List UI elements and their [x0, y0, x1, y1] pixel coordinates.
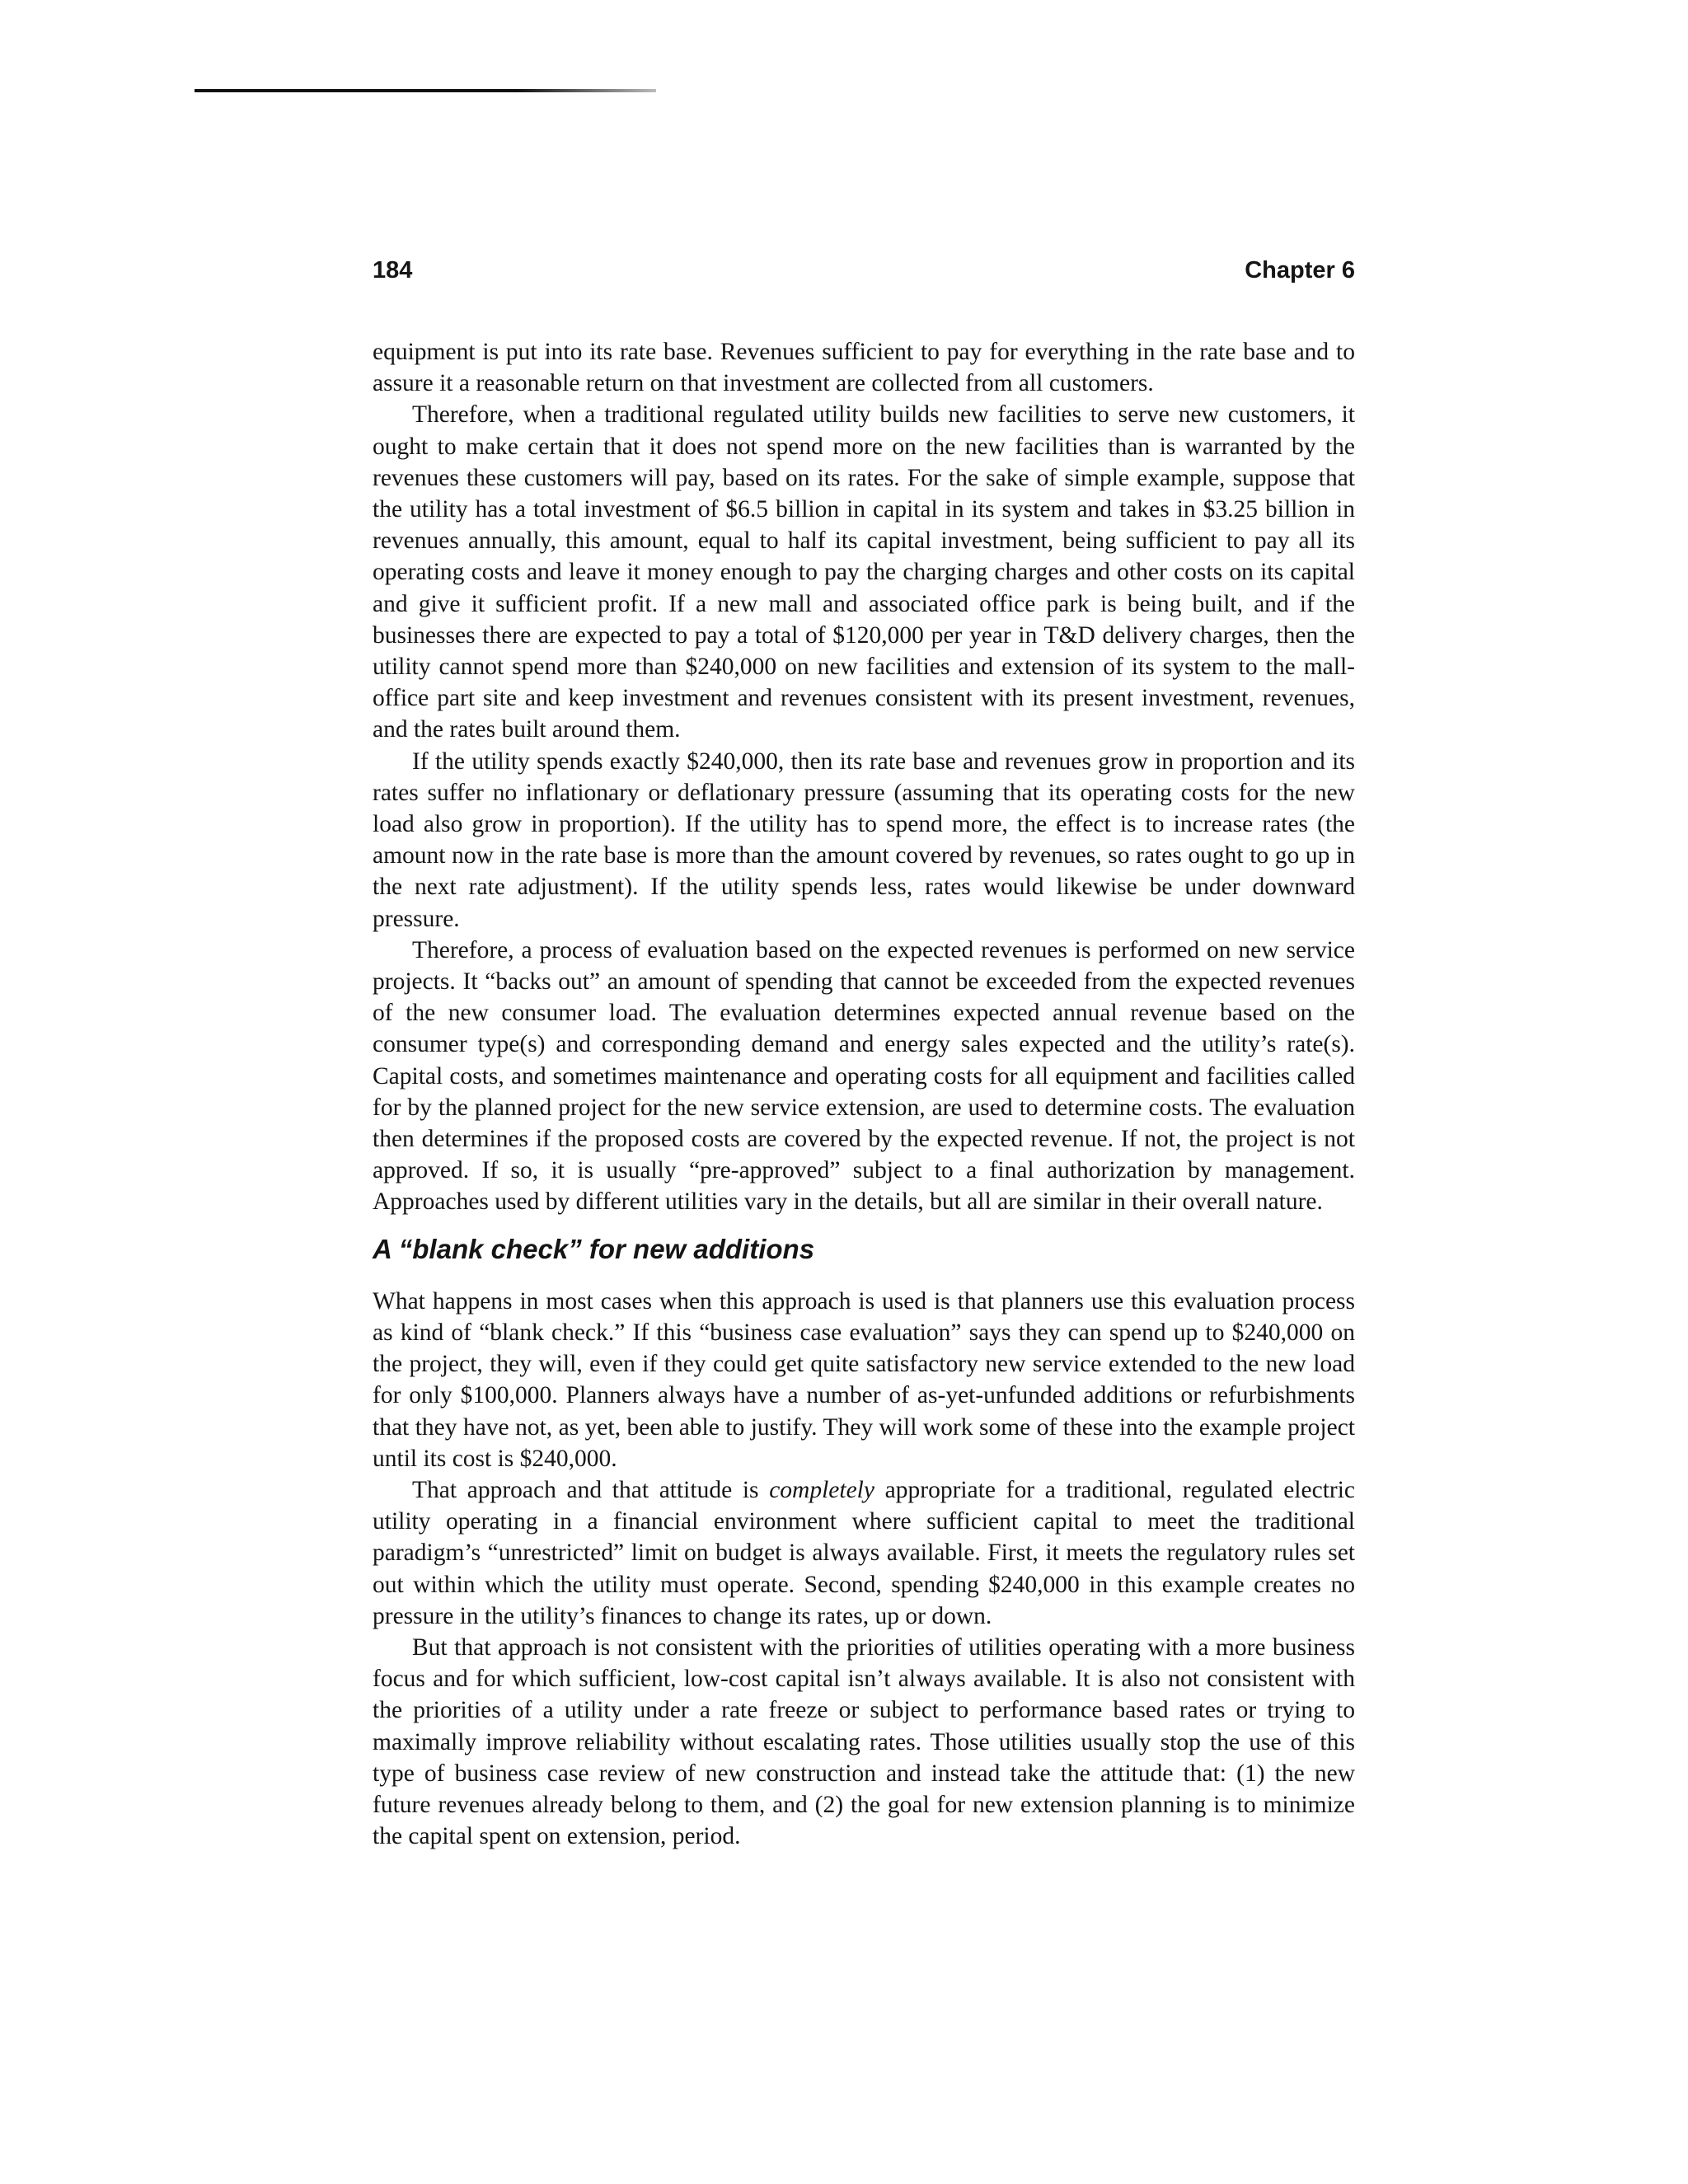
- paragraph-evaluation-process: Therefore, a process of evaluation based on the expected revenues is performed on new service projects. It “backs out” an amount of spending that cannot be exceeded from the expected revenues of the new consumer load. The evaluation determines expected annual revenue based on the consumer type(s) and corresponding demand and energy sales expected and the utility’s rate(s). Capital costs, and sometimes maintenance and operating costs for all equipment and facilities called for by the planned project for the new service extension, are used to determine costs. The evaluation then determines if the proposed costs are covered by the expected revenue. If not, the project is not approved. If so, it is usually “pre-approved” subject to a final authorization by management. Approaches used by different utilities vary in the details, but all are similar in their overall nature.: [373, 936, 1355, 1216]
- paragraph-text-before: That approach and that attitude is: [412, 1476, 770, 1503]
- running-head: [373, 257, 1355, 290]
- chapter-label: Chapter 6: [1245, 257, 1355, 284]
- page-number: 184: [373, 257, 413, 284]
- paragraph-blank-check: What happens in most cases when this approach is used is that planners use this evaluation process as kind of “blank check.” If this “business case evaluation” says they can spend up to $240,000 on the project, they will, even if they could get quite satisfactory new service extended to the new load for only $100,000. Planners always have a number of as-yet-unfunded additions or refurbishments that they have not, as yet, been able to justify. They will work some of these into the example project until its cost is $240,000.: [373, 1287, 1355, 1472]
- paragraph-rate-example: Therefore, when a traditional regulated utility builds new facilities to serve new customers, it ought to make certain that it does not spend more on the new facilities than is warranted by the revenues these customers will pay, based on its rates. For the sake of simple example, suppose that the utility has a total investment of $6.5 billion in capital in its system and takes in $3.25 billion in revenues annually, this amount, equal to half its capital investment, being sufficient to pay all its operating costs and leave it money enough to pay the charging charges and other costs on its capital and give it sufficient profit. If a new mall and associated office park is being built, and if the businesses there are expected to pay a total of $120,000 per year in T&D delivery charges, then the utility cannot spend more than $240,000 on new facilities and extension of its system to the mall-office part site and keep investment and revenues consistent with its present investment, revenues, and the rates built around them.: [373, 401, 1355, 743]
- body-text: [373, 336, 1355, 1852]
- paragraph-continuation: equipment is put into its rate base. Revenues sufficient to pay for everything in the rate base and to assure it a reasonable return on that investment are collected from all customers.: [373, 339, 1355, 397]
- emphasis-text: completely: [769, 1476, 874, 1503]
- paragraph-business-focus: But that approach is not consistent with the priorities of utilities operating with a more business focus and for which sufficient, low-cost capital isn’t always available. It is also not consistent with the priorities of a utility under a rate freeze or subject to performance based rates or trying to maximally improve reliability without escalating rates. Those utilities usually stop the use of this type of business case review of new construction and instead take the attitude that: (1) the new future revenues already belong to them, and (2) the goal for new extension planning is to minimize the capital spent on extension, period.: [373, 1633, 1355, 1850]
- paragraph-spending-effect: If the utility spends exactly $240,000, then its rate base and revenues grow in proportion and its rates suffer no inflationary or deflationary pressure (assuming that its operating costs for the new load also grow in proportion). If the utility has to spend more, the effect is to increase rates (the amount now in the rate base is more than the amount covered by revenues, so rates ought to go up in the next rate adjustment). If the utility spends less, rates would likewise be under downward pressure.: [373, 748, 1355, 932]
- top-rule: [195, 89, 656, 92]
- section-heading: A “blank check” for new additions: [373, 1233, 815, 1264]
- paragraph-traditional-approach: [373, 1474, 1355, 1632]
- paragraph-text-after: appropriate for a traditional, regulated electric utility operating in a financial environment where sufficient capital to meet the traditional paradigm’s “unrestricted” limit on budget is always available. First, it meets the regulatory rules set out within which the utility must operate. Second, spending $240,000 in this example creates no pressure in the utility’s finances to change its rates, up or down.: [373, 1476, 1355, 1629]
